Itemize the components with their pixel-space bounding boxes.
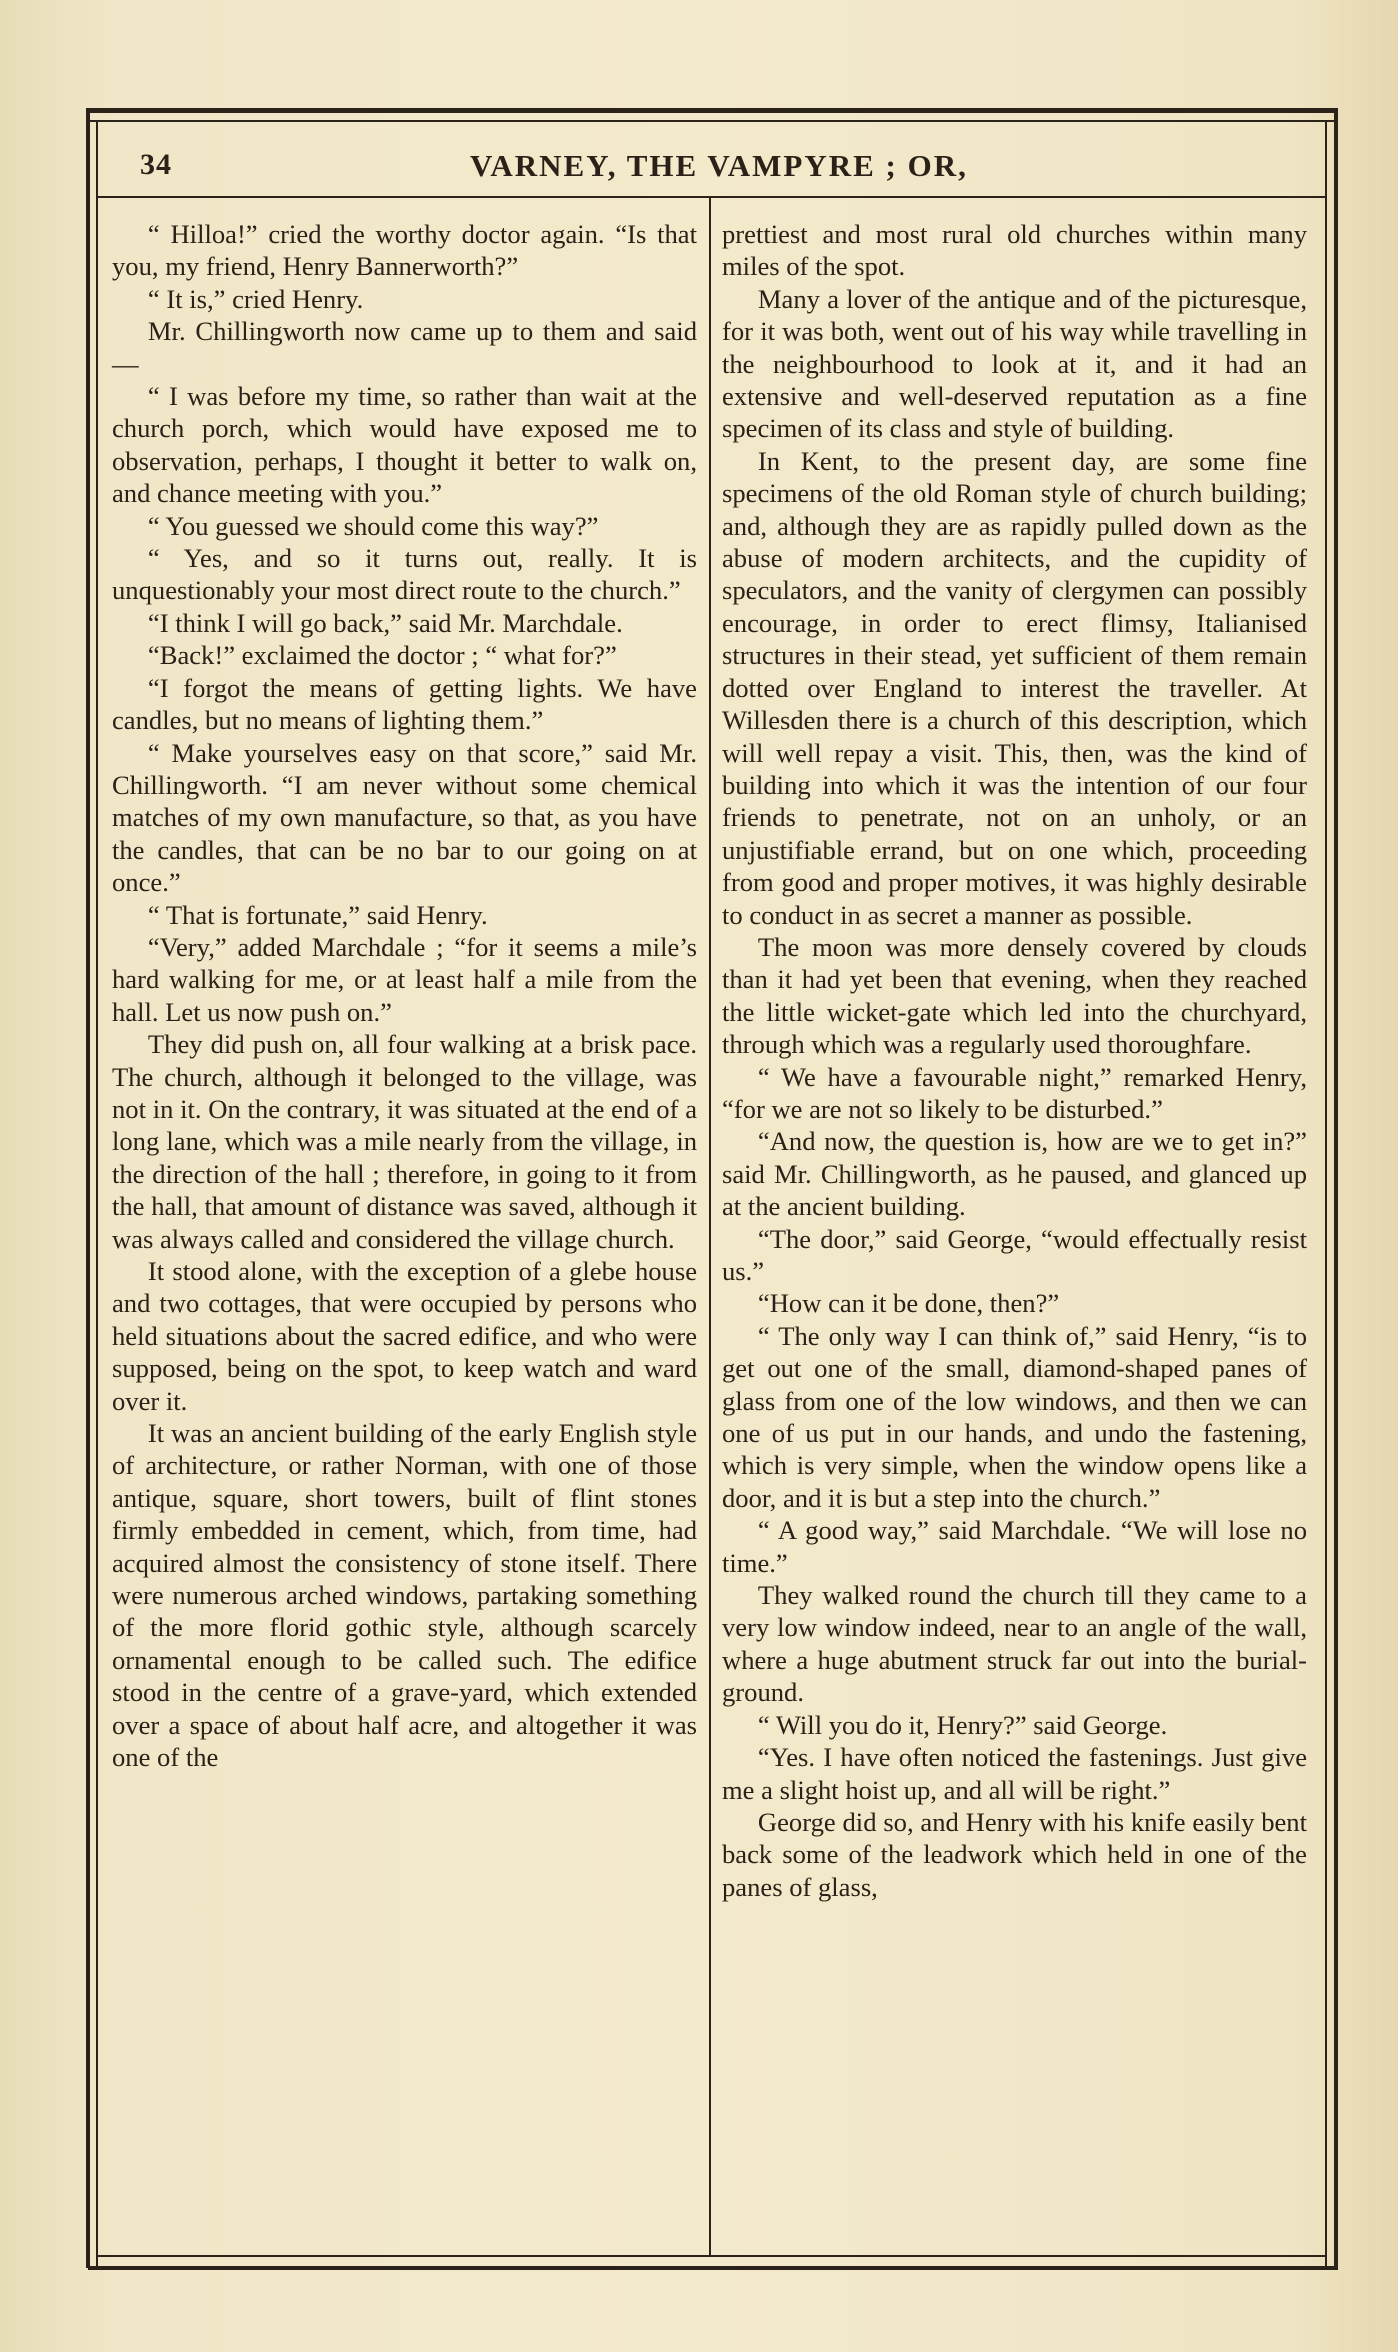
paragraph: “ Will you do it, Henry?” said George.: [757, 1709, 1168, 1740]
paragraph: “How can it be done, then?”: [757, 1288, 1060, 1319]
paragraph: “Yes. I have often noticed the fastenings. Just give me a slight hoist up, and all will be right.”: [722, 1742, 1307, 1805]
left-inner-rule: [96, 120, 98, 2268]
paragraph: “ It is,” cried Henry.: [147, 283, 364, 314]
paragraph-continued: prettiest and most rural old churches within many miles of the spot.: [722, 219, 1307, 282]
paragraph: “ That is fortunate,” said Henry.: [147, 899, 488, 930]
paragraph: “ A good way,” said Marchdale. “We will lose no time.”: [722, 1515, 1307, 1578]
paragraph: The moon was more densely covered by clouds than it had yet been that evening, when they reached the little wicket-gate which led into the churchyard, through which was a regularly used thoroughfare.: [722, 931, 1307, 1060]
page-number: 34: [140, 148, 172, 181]
paragraph: It stood alone, with the exception of a glebe house and two cottages, that were occupied by persons who held situations about the sacred edifice, and who were supposed, being on the spot, to keep watch and ward over it.: [112, 1256, 697, 1416]
paragraph: “ We have a favourable night,” remarked Henry, “for we are not so likely to be disturbed.”: [722, 1061, 1307, 1124]
paragraph: “ Hilloa!” cried the worthy doctor again. “Is that you, my friend, Henry Bannerworth?”: [112, 219, 697, 282]
bottom-inner-rule: [98, 2255, 1326, 2257]
paragraph: “ Yes, and so it turns out, really. It is unquestionably your most direct route to the church.”: [112, 543, 697, 606]
paragraph: “The door,” said George, “would effectually resist us.”: [722, 1223, 1307, 1286]
paragraph: It was an ancient building of the early English style of architecture, or rather Norman, with one of those antique, square, short towers, built of flint stones firmly embedded in cement, which, from time, had acquired almost the consistency of stone itself. There were numerous arched windows, partaking something of the more florid gothic style, although scarcely ornamental enough to be called such. The edifice stood in the centre of a grave-yard, which extended over a space of about half acre, and altogether it was one of the: [112, 1418, 697, 1773]
top-inner-rule: [88, 120, 1336, 122]
header-rule: [98, 196, 1326, 198]
paragraph: “Back!” exclaimed the doctor ; “ what for?”: [147, 640, 617, 671]
paragraph: “ You guessed we should come this way?”: [147, 510, 599, 541]
paragraph: “And now, the question is, how are we to get in?” said Mr. Chillingworth, as he paused, and glanced up at the ancient building.: [722, 1126, 1307, 1222]
paragraph: Mr. Chillingworth now came up to them and said—: [112, 316, 697, 379]
paragraph: Many a lover of the antique and of the picturesque, for it was both, went out of his way while travelling in the neighbourhood to look at it, and it had an extensive and well-deserved reputation as a fine specimen of its class and style of building.: [722, 283, 1307, 444]
right-column: [722, 218, 1307, 1903]
running-title: VARNEY, THE VAMPYRE ; OR,: [470, 148, 968, 183]
paragraph: “ I was before my time, so rather than wait at the church porch, which would have exposed me to observation, perhaps, I thought it better to walk on, and chance meeting with you.”: [112, 381, 697, 509]
left-column: [112, 218, 697, 1774]
paragraph: “I forgot the means of getting lights. We have candles, but no means of lighting them.”: [112, 672, 697, 736]
paragraph: They walked round the church till they came to a very low window indeed, near to an angle of the wall, where a huge abutment struck far out into the burial-ground.: [722, 1580, 1307, 1708]
left-border-rule: [86, 108, 90, 2268]
bottom-border-rule: [88, 2266, 1338, 2270]
paragraph: “ Make yourselves easy on that score,” said Mr. Chillingworth. “I am never without some chemical matches of my own manufacture, so that, as you have the candles, that can be no bar to our going on at once.”: [112, 737, 697, 898]
right-inner-rule: [1325, 120, 1327, 2268]
paragraph: “ The only way I can think of,” said Henry, “is to get out one of the small, diamond-shaped panes of glass from one of the low windows, and then we can one of us put in our hands, and undo the fastening, which is very simple, when the window opens like a door, and it is but a step into the church.”: [722, 1320, 1307, 1513]
top-border-rule: [88, 108, 1336, 113]
right-border-rule: [1334, 108, 1338, 2268]
paragraph: “I think I will go back,” said Mr. Marchdale.: [147, 607, 623, 638]
paragraph: George did so, and Henry with his knife easily bent back some of the leadwork which held in one of the panes of glass,: [722, 1806, 1307, 1902]
column-divider: [709, 198, 711, 2256]
paragraph: In Kent, to the present day, are some fine specimens of the old Roman style of church building; and, although they are as rapidly pulled down as the abuse of modern architects, and the cupidity of speculators, and the vanity of clergymen can possibly encourage, in order to erect flimsy, Italianised structures in their stead, yet sufficient of them remain dotted over England to interest the traveller. At Willesden there is a church of this description, which will well repay a visit. This, then, was the kind of building into which it was the intention of our four friends to penetrate, not on an unholy, or an unjustifiable errand, but on one which, proceeding from good and proper motives, it was highly desirable to conduct in as secret a manner as possible.: [722, 445, 1307, 930]
paragraph: They did push on, all four walking at a brisk pace. The church, although it belonged to the village, was not in it. On the contrary, it was situated at the end of a long lane, which was a mile nearly from the village, in the direction of the hall ; therefore, in going to it from the hall, that amount of distance was saved, although it was always called and considered the village church.: [112, 1029, 697, 1254]
paragraph: “Very,” added Marchdale ; “for it seems a mile’s hard walking for me, or at least half a mile from the hall. Let us now push on.”: [112, 931, 697, 1027]
